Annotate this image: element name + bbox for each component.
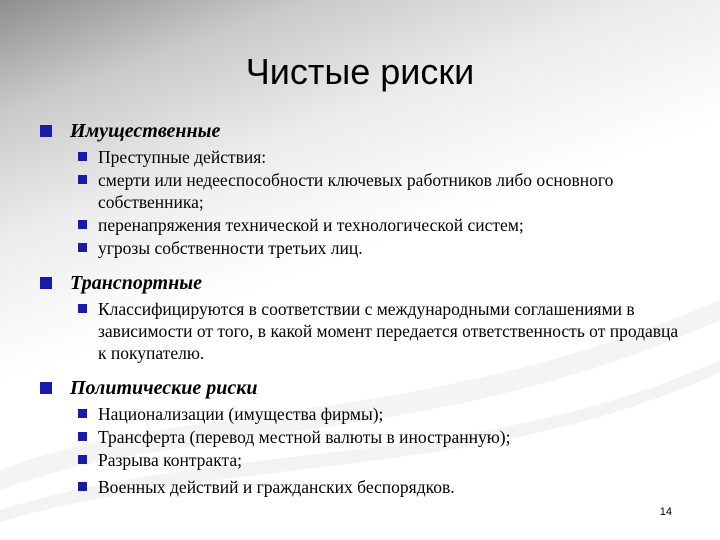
square-bullet-icon bbox=[40, 125, 52, 137]
list-item bbox=[78, 403, 680, 425]
list-item-text: перенапряжения технической и технологической систем; bbox=[98, 215, 524, 235]
page-number: 14 bbox=[659, 506, 672, 518]
list-item-text: Военных действий и гражданских беспорядков. bbox=[98, 477, 455, 497]
section-heading bbox=[40, 118, 680, 144]
list-item bbox=[78, 214, 680, 236]
square-bullet-icon bbox=[40, 382, 52, 394]
list-item-text: угрозы собственности третьих лиц. bbox=[98, 238, 363, 258]
list-item bbox=[78, 476, 680, 498]
list-item-text: Разрыва контракта; bbox=[98, 450, 242, 470]
section-heading-text: Политические риски bbox=[70, 377, 258, 399]
square-bullet-icon bbox=[78, 304, 87, 313]
list-item-text: Классифицируются в соответствии с международными соглашениями в зависимости от того, в какой момент передается ответственность от продавца к покупателю. bbox=[98, 299, 679, 363]
square-bullet-icon bbox=[78, 409, 87, 418]
list-item-text: смерти или недееспособности ключевых работников либо основного собственника; bbox=[98, 170, 614, 212]
list-item-text: Преступные действия: bbox=[98, 147, 267, 167]
slide-title: Чистые риски bbox=[245, 51, 475, 92]
list-item bbox=[78, 449, 680, 471]
square-bullet-icon bbox=[78, 482, 87, 491]
list-item bbox=[78, 169, 680, 213]
list-item bbox=[78, 298, 680, 364]
square-bullet-icon bbox=[78, 455, 87, 464]
sub-bullet-list bbox=[78, 146, 680, 259]
section-heading bbox=[40, 270, 680, 296]
list-item bbox=[78, 237, 680, 259]
list-item-text: Национализации (имущества фирмы); bbox=[98, 404, 384, 424]
square-bullet-icon bbox=[78, 152, 87, 161]
square-bullet-icon bbox=[78, 432, 87, 441]
sub-bullet-list bbox=[78, 298, 680, 364]
slide-content bbox=[40, 118, 680, 499]
list-item bbox=[78, 426, 680, 448]
square-bullet-icon bbox=[78, 175, 87, 184]
section-heading-text: Имущественные bbox=[70, 120, 221, 142]
section-heading-text: Транспортные bbox=[70, 272, 202, 294]
section-heading bbox=[40, 375, 680, 401]
section-political bbox=[40, 375, 680, 498]
square-bullet-icon bbox=[40, 277, 52, 289]
section-property bbox=[40, 118, 680, 259]
section-transport bbox=[40, 270, 680, 364]
square-bullet-icon bbox=[78, 220, 87, 229]
list-item-text: Трансферта (перевод местной валюты в иностранную); bbox=[98, 427, 511, 447]
square-bullet-icon bbox=[78, 243, 87, 252]
list-item bbox=[78, 146, 680, 168]
sub-bullet-list bbox=[78, 403, 680, 498]
